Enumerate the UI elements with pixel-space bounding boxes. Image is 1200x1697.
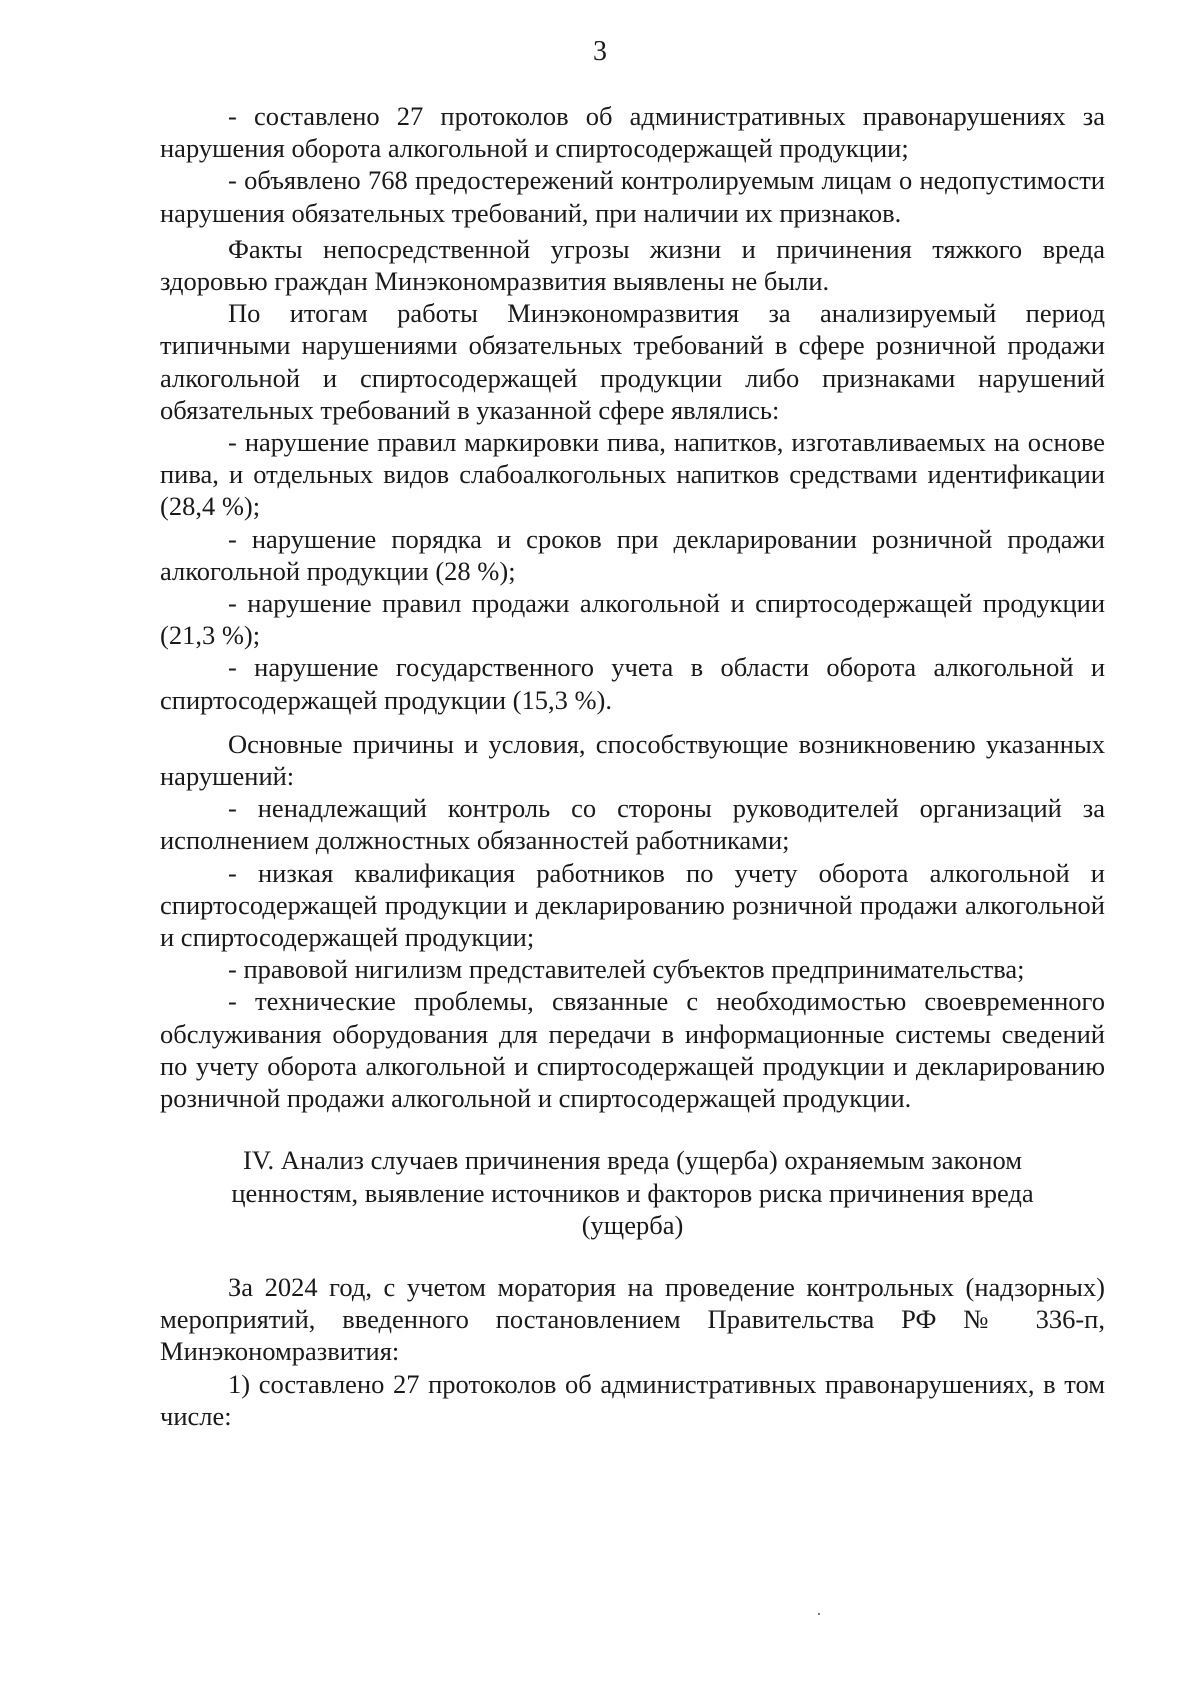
paragraph-typical-violations-intro: По итогам работы Минэкономразвития за анализируемый период типичными нарушениями обязательных требований в сфере розничной продажи алкогольной и спиртосодержащей продукции либо признаками нарушений обязательных требований в указанной сфере являлись: <box>160 298 1105 425</box>
list-item-improper-control: - ненадлежащий контроль со стороны руководителей организаций за исполнением должностных обязанностей работниками; <box>160 793 1105 856</box>
list-item-declaration-violation: - нарушение порядка и сроков при декларировании розничной продажи алкогольной продукции (28 %); <box>160 523 1105 586</box>
section-heading-iv: IV. Анализ случаев причинения вреда (ущерба) охраняемым законом ценностям, выявление источников и факторов риска причинения вреда (ущерба) <box>231 1145 1034 1240</box>
list-item-technical-problems: - технические проблемы, связанные с необходимостью своевременного обслуживания оборудования для передачи в информационные системы сведений по учету оборота алкогольной и спиртосодержащей продукции и декларированию розничной продажи алкогольной и спиртосодержащей продукции. <box>160 986 1105 1114</box>
document-body <box>160 100 1105 1432</box>
list-item-sales-rules-violation: - нарушение правил продажи алкогольной и спиртосодержащей продукции (21,3 %); <box>160 588 1105 651</box>
list-item-legal-nihilism: - правовой нигилизм представителей субъектов предпринимательства; <box>228 954 1025 985</box>
paragraph-no-threats: Факты непосредственной угрозы жизни и причинения тяжкого вреда здоровью граждан Минэкономразвития выявлены не были. <box>160 233 1105 297</box>
list-item-labeling-violation: - нарушение правил маркировки пива, напитков, изготавливаемых на основе пива, и отдельных видов слабоалкогольных напитков средствами идентификации (28,4 %); <box>160 427 1105 522</box>
paragraph-causes-intro: Основные причины и условия, способствующие возникновению указанных нарушений: <box>160 728 1105 792</box>
scan-dot <box>818 1613 820 1615</box>
paragraph-2024-summary: За 2024 год, с учетом моратория на проведение контрольных (надзорных) мероприятий, введенного постановлением Правительства РФ № 336-п, Минэкономразвития: <box>160 1271 1105 1367</box>
list-item-protocols-drawn: 1) составлено 27 протоколов об административных правонарушениях, в том числе: <box>160 1368 1105 1431</box>
page-number: 3 <box>593 36 607 67</box>
paragraph-warnings-count: - объявлено 768 предостережений контролируемым лицам о недопустимости нарушения обязательных требований, при наличии их признаков. <box>160 165 1105 228</box>
paragraph-protocols-count: - составлено 27 протоколов об административных правонарушениях за нарушения оборота алкогольной и спиртосодержащей продукции; <box>160 101 1105 164</box>
list-item-state-accounting-violation: - нарушение государственного учета в области оборота алкогольной и спиртосодержащей продукции (15,3 %). <box>160 652 1105 715</box>
list-item-low-qualification: - низкая квалификация работников по учету оборота алкогольной и спиртосодержащей продукции и декларированию розничной продажи алкогольной и спиртосодержащей продукции; <box>160 857 1105 953</box>
